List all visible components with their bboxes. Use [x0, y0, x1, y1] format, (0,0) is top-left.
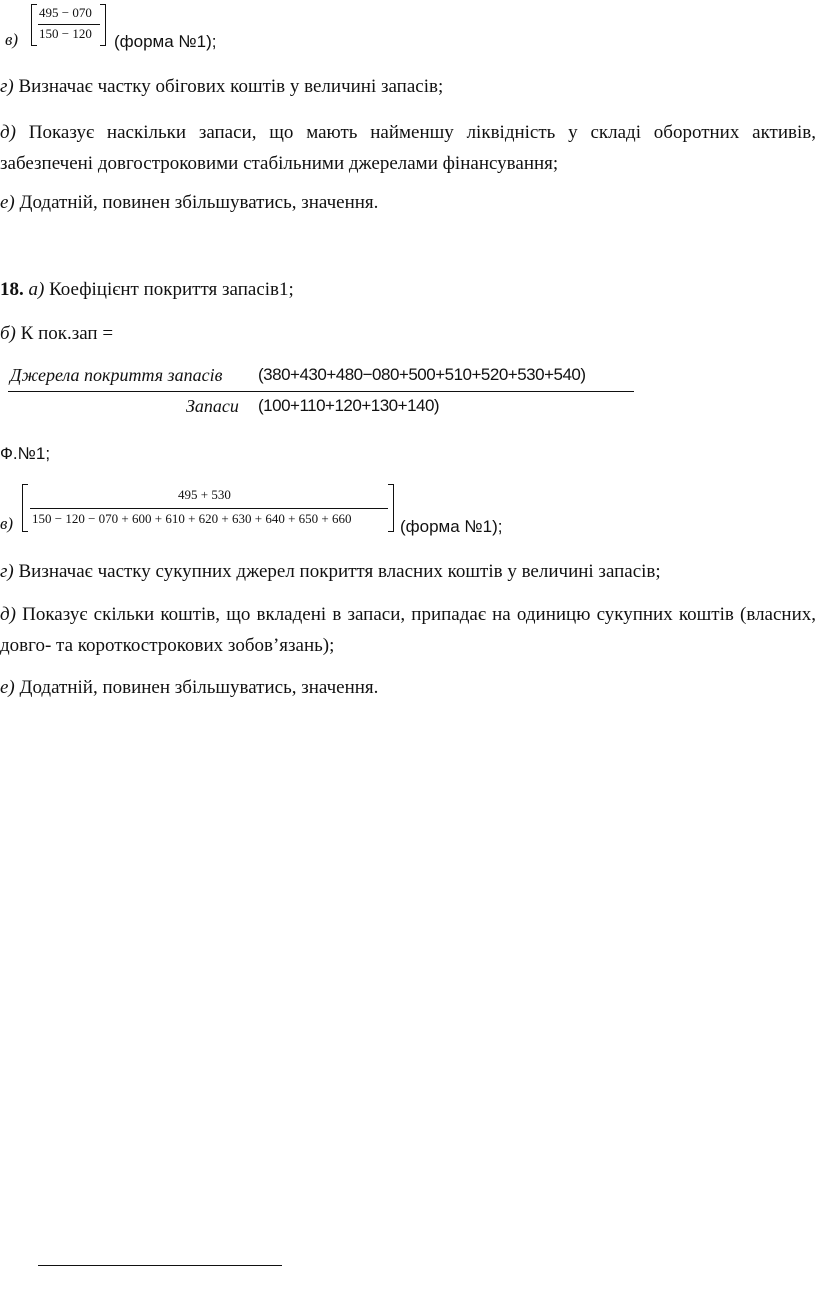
formula-numerator-label: Джерела покриття запасів — [10, 365, 223, 385]
paragraph-e-1: е) Додатній, повинен збільшуватись, значення. — [0, 192, 379, 213]
fraction-line — [30, 508, 388, 509]
form-reference: (форма №1); — [400, 517, 503, 536]
paragraph-g-1: г) Визначає частку обігових коштів у величині запасів; — [0, 76, 444, 97]
paragraph-d-2: д) Показує скільки коштів, що вкладені в запаси, припадає на одиницю сукупних коштів (власних, довго- та короткострокових зобов’язань); — [0, 604, 816, 656]
form-reference-f1: Ф.№1; — [0, 444, 51, 463]
fraction-line — [38, 24, 100, 25]
item-label-v: в) — [5, 30, 19, 49]
form-reference: (форма №1); — [114, 32, 217, 51]
fraction-denominator: 150 − 120 — [39, 26, 92, 41]
left-bracket — [31, 4, 37, 46]
left-bracket — [22, 484, 28, 532]
item-label-v: в) — [0, 514, 14, 533]
paragraph-e-2: е) Додатній, повинен збільшуватись, значення. — [0, 677, 379, 698]
paragraph-g-2: г) Визначає частку сукупних джерел покриття власних коштів у величині запасів; — [0, 561, 661, 582]
formula-fraction-line — [8, 391, 634, 392]
footnote-separator — [38, 1265, 282, 1266]
fraction-numerator: 495 + 530 — [178, 487, 231, 502]
formula-denominator-expr: (100+110+120+130+140) — [258, 396, 440, 415]
right-bracket — [100, 4, 106, 46]
formula-numerator-expr: (380+430+480−080+500+510+520+530+540) — [258, 365, 586, 384]
fraction-denominator: 150 − 120 − 070 + 600 + 610 + 620 + 630 + 640 + 650 + 660 — [32, 511, 352, 526]
formula-denominator-label: Запаси — [186, 396, 239, 416]
right-bracket — [388, 484, 394, 532]
paragraph-b-2: б) К пок.зап = — [0, 323, 114, 344]
paragraph-d-1: д) Показує наскільки запаси, що мають найменшу ліквідність у складі оборотних активів, забезпечені довгостроковими стабільними джерелами фінансування; — [0, 122, 816, 174]
paragraph-18-a: 18. а) Коефіцієнт покриття запасів1; — [0, 279, 294, 300]
fraction-numerator: 495 − 070 — [39, 5, 92, 20]
